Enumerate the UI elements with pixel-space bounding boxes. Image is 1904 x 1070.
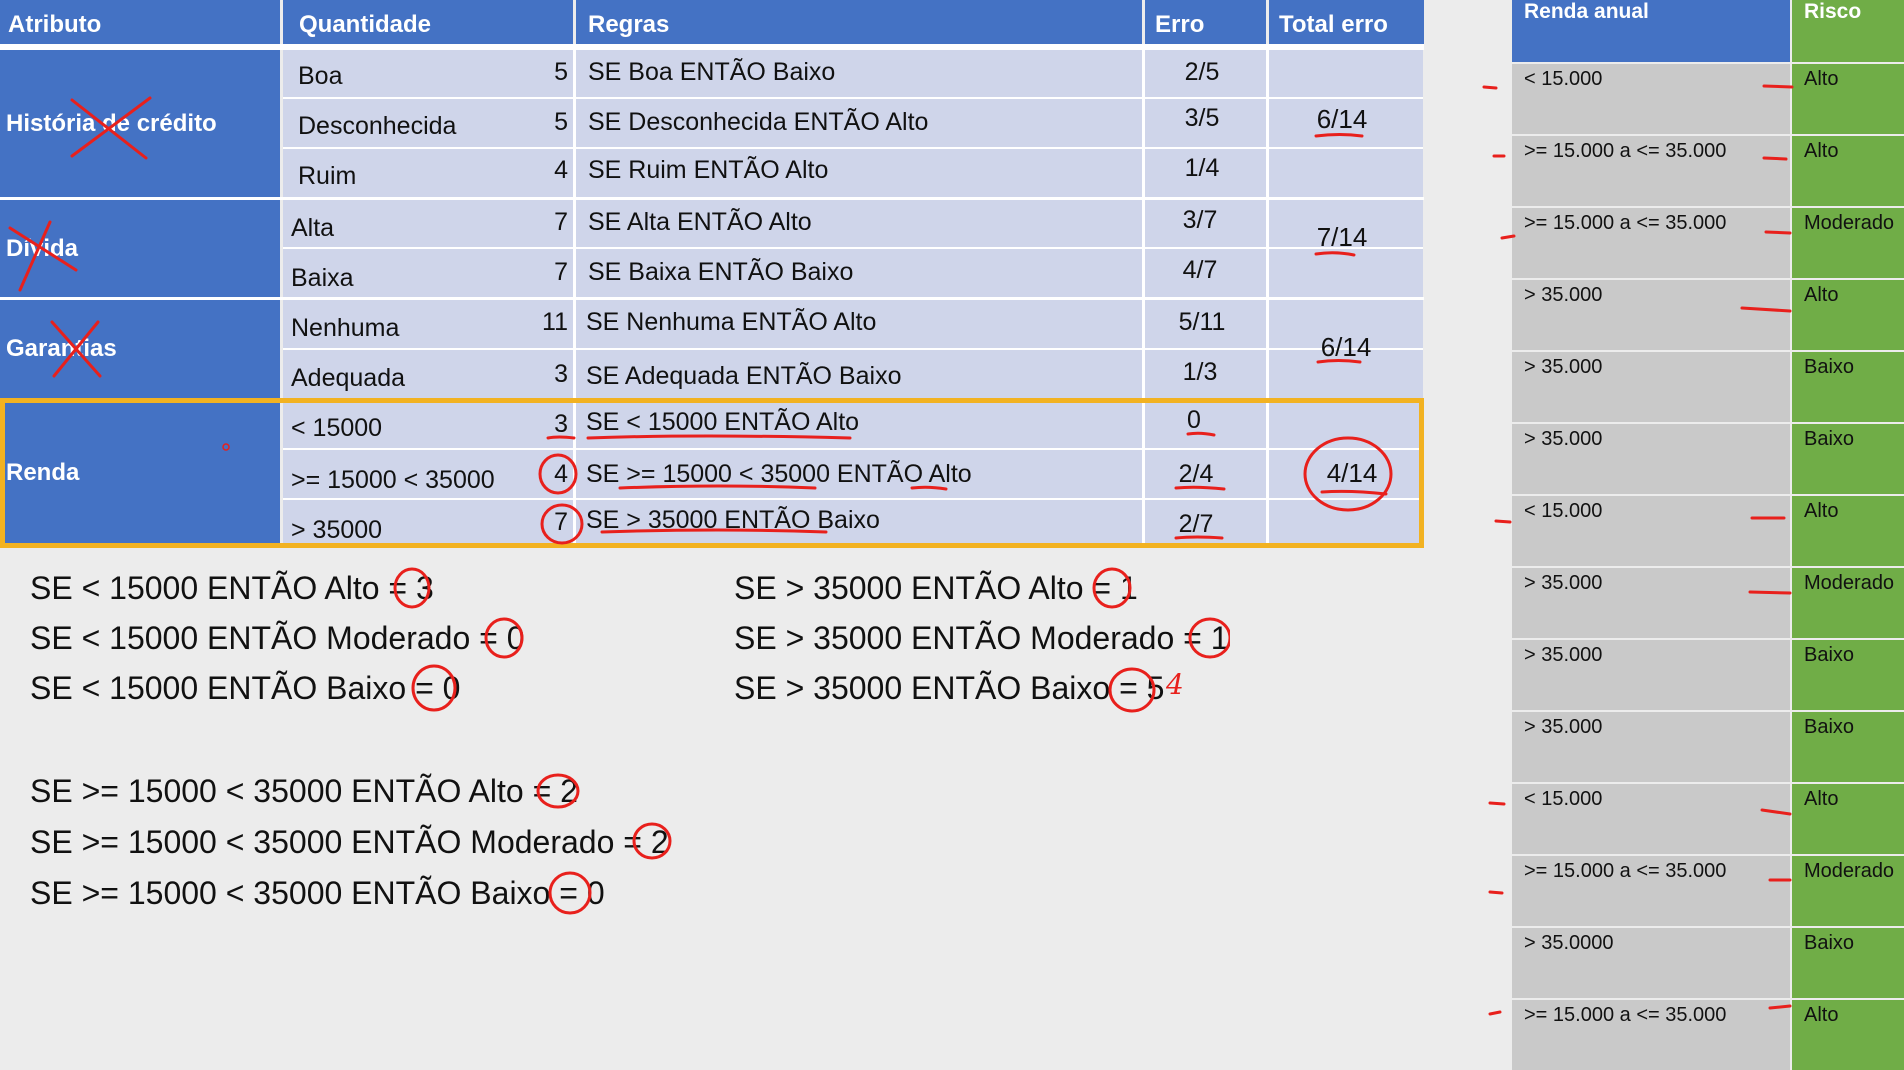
rule-renda-alta: SE > 35000 ENTÃO Baixo (586, 506, 880, 534)
header-atributo: Atributo (0, 0, 280, 44)
error-boa: 2/5 (1184, 58, 1220, 86)
error-alta: 3/7 (1182, 206, 1218, 234)
count-ruim: 4 (554, 156, 568, 184)
group-divider (0, 297, 1424, 300)
value-renda-alta: > 35000 (291, 516, 383, 544)
rule-desconhecida: SE Desconhecida ENTÃO Alto (588, 108, 929, 136)
error-desconhecida: 3/5 (1184, 104, 1220, 132)
header-regras: Regras (576, 0, 1142, 44)
rule-renda-baixa: SE < 15000 ENTÃO Alto (586, 408, 860, 436)
rule-left-4-value: 2 (560, 773, 578, 809)
value-renda-media: >= 15000 < 35000 (291, 466, 495, 494)
rule-left-2 (30, 620, 525, 657)
error-renda-alta: 2/7 (1178, 510, 1214, 538)
side-risco-cell: Baixo (1792, 928, 1904, 998)
decision-rules-table (0, 0, 1424, 550)
side-renda-cell: < 15.000 (1512, 784, 1790, 854)
header-renda-anual: Renda anual (1512, 0, 1790, 62)
value-desconhecida: Desconhecida (298, 112, 457, 140)
rule-right-2-value: 1 (1210, 620, 1229, 656)
rule-left-6-value: 0 (586, 875, 605, 911)
rule-right-2-text: SE > 35000 ENTÃO Moderado = (734, 620, 1202, 656)
side-renda-cell: >= 15.000 a <= 35.000 (1512, 208, 1790, 278)
rule-ruim: SE Ruim ENTÃO Alto (588, 156, 829, 184)
side-risco-cell: Baixo (1792, 424, 1904, 494)
count-baixa: 7 (554, 258, 568, 286)
handwritten-four: 4 (1166, 668, 1184, 701)
side-risco-cell: Baixo (1792, 640, 1904, 710)
rule-left-5 (30, 824, 669, 861)
rule-left-1-value: 3 (416, 570, 434, 606)
side-renda-cell: > 35.000 (1512, 712, 1790, 782)
row-divider (283, 348, 1423, 350)
rule-left-2-text: SE < 15000 ENTÃO Moderado = (30, 620, 498, 656)
column-divider (573, 50, 576, 544)
side-risco-cell: Alto (1792, 280, 1904, 350)
rule-boa: SE Boa ENTÃO Baixo (588, 58, 836, 86)
attr-historia-credito: História de crédito (0, 50, 280, 197)
rule-renda-media: SE >= 15000 < 35000 ENTÃO Alto (586, 460, 972, 488)
total-divida: 7/14 (1316, 222, 1368, 252)
rule-alta: SE Alta ENTÃO Alto (588, 208, 812, 236)
rule-left-4 (30, 773, 578, 810)
side-renda-cell: > 35.000 (1512, 424, 1790, 494)
rule-right-1-value: 1 (1120, 570, 1138, 606)
rule-nenhuma: SE Nenhuma ENTÃO Alto (586, 308, 877, 336)
header-risco: Risco (1792, 0, 1904, 62)
side-risco-cell: Alto (1792, 64, 1904, 134)
header-quantidade: Quantidade (283, 0, 573, 44)
renda-risco-table (1512, 0, 1904, 1029)
rule-value-circles (0, 560, 1230, 920)
rule-right-2 (734, 620, 1229, 657)
rule-right-3 (734, 670, 1164, 707)
side-risco-cell: Moderado (1792, 208, 1904, 278)
side-renda-cell: < 15.000 (1512, 496, 1790, 566)
total-historia-credito: 6/14 (1316, 104, 1368, 134)
count-renda-alta: 7 (554, 508, 568, 536)
side-renda-cell: > 35.000 (1512, 280, 1790, 350)
attr-divida: Dívida (0, 200, 280, 297)
value-adequada: Adequada (291, 364, 406, 392)
error-renda-media: 2/4 (1178, 460, 1214, 488)
side-renda-cell: >= 15.000 a <= 35.000 (1512, 136, 1790, 206)
side-risco-cell: Baixo (1792, 712, 1904, 782)
rule-left-5-text: SE >= 15000 < 35000 ENTÃO Moderado = (30, 824, 642, 860)
side-renda-cell: > 35.0000 (1512, 928, 1790, 998)
error-renda-baixa: 0 (1187, 406, 1201, 434)
header-total-erro: Total erro (1269, 0, 1424, 44)
value-nenhuma: Nenhuma (291, 314, 400, 342)
row-divider (283, 448, 1423, 450)
side-risco-cell: Alto (1792, 496, 1904, 566)
rule-left-2-value: 0 (506, 620, 525, 656)
count-boa: 5 (554, 58, 568, 86)
value-renda-baixa: < 15000 (291, 414, 383, 442)
side-renda-cell: < 15.000 (1512, 64, 1790, 134)
row-divider (283, 97, 1423, 99)
count-adequada: 3 (554, 360, 568, 388)
count-alta: 7 (554, 208, 568, 236)
value-ruim: Ruim (298, 162, 357, 190)
count-desconhecida: 5 (554, 108, 568, 136)
rule-left-6-text: SE >= 15000 < 35000 ENTÃO Baixo = (30, 875, 578, 911)
row-divider (283, 498, 1423, 500)
side-renda-cell: > 35.000 (1512, 640, 1790, 710)
side-risco-cell: Alto (1792, 784, 1904, 854)
total-renda: 4/14 (1326, 458, 1378, 488)
rule-left-3-text: SE < 15000 ENTÃO Baixo = (30, 670, 434, 706)
side-risco-cell: Baixo (1792, 352, 1904, 422)
side-risco-cell: Moderado (1792, 856, 1904, 926)
value-alta: Alta (291, 214, 335, 242)
side-risco-cell: Moderado (1792, 568, 1904, 638)
rule-left-5-value: 2 (650, 824, 669, 860)
error-adequada: 1/3 (1182, 358, 1218, 386)
attr-garantias: Garantias (0, 300, 280, 398)
side-risco-cell: Alto (1792, 1000, 1904, 1070)
attr-renda: Renda (0, 401, 280, 544)
total-garantias: 6/14 (1320, 332, 1372, 362)
rule-left-4-text: SE >= 15000 < 35000 ENTÃO Alto = (30, 773, 552, 809)
header-erro: Erro (1145, 0, 1266, 44)
rule-left-3 (30, 670, 460, 707)
rule-left-1 (30, 570, 434, 607)
error-nenhuma: 5/11 (1178, 308, 1226, 336)
rule-right-3-value: 5 (1146, 670, 1165, 706)
side-renda-cell: >= 15.000 a <= 35.000 (1512, 1000, 1790, 1070)
error-ruim: 1/4 (1184, 154, 1220, 182)
side-renda-cell: >= 15.000 a <= 35.000 (1512, 856, 1790, 926)
rule-baixa: SE Baixa ENTÃO Baixo (588, 258, 854, 286)
value-boa: Boa (298, 62, 343, 90)
row-divider (283, 247, 1423, 249)
rule-left-3-value: 0 (442, 670, 461, 706)
side-renda-cell: > 35.000 (1512, 568, 1790, 638)
rule-left-6 (30, 875, 605, 912)
rule-right-1 (734, 570, 1138, 607)
group-divider (0, 197, 1424, 200)
rule-left-1-text: SE < 15000 ENTÃO Alto = (30, 570, 408, 606)
rule-adequada: SE Adequada ENTÃO Baixo (586, 362, 902, 390)
rule-right-3-text: SE > 35000 ENTÃO Baixo = (734, 670, 1138, 706)
side-renda-cell: > 35.000 (1512, 352, 1790, 422)
rule-right-1-text: SE > 35000 ENTÃO Alto = (734, 570, 1112, 606)
count-nenhuma: 11 (542, 308, 568, 336)
count-renda-media: 4 (554, 460, 568, 488)
side-risco-cell: Alto (1792, 136, 1904, 206)
row-divider (283, 147, 1423, 149)
value-baixa: Baixa (291, 264, 354, 292)
error-baixa: 4/7 (1182, 256, 1218, 284)
count-renda-baixa: 3 (554, 410, 568, 438)
